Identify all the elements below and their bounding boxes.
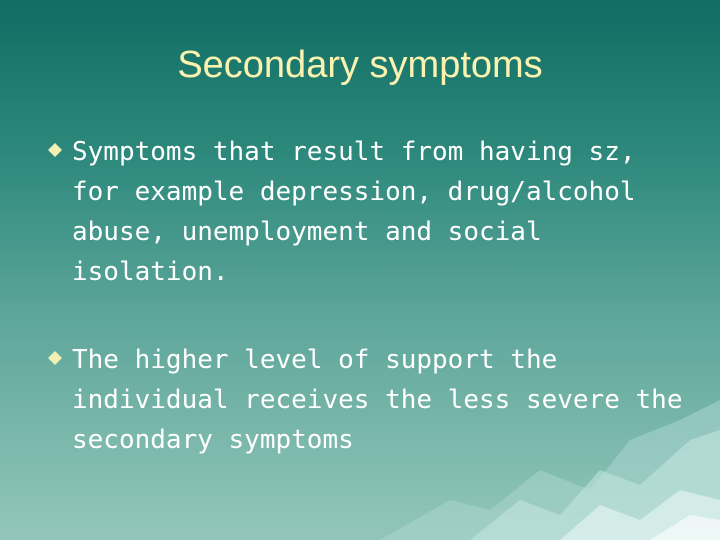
diamond-bullet-icon [48, 351, 62, 365]
bullet-text: Symptoms that result from having sz, for example depression, drug/alcohol abuse, unemployment and social isolation. [72, 137, 652, 287]
bullet-item [48, 340, 699, 460]
bullet-text: The higher level of support the individual receives the less severe the secondary symptoms [72, 345, 699, 455]
bullet-item [48, 132, 688, 292]
slide-title: Secondary symptoms [177, 44, 543, 86]
diamond-bullet-icon [48, 143, 62, 157]
